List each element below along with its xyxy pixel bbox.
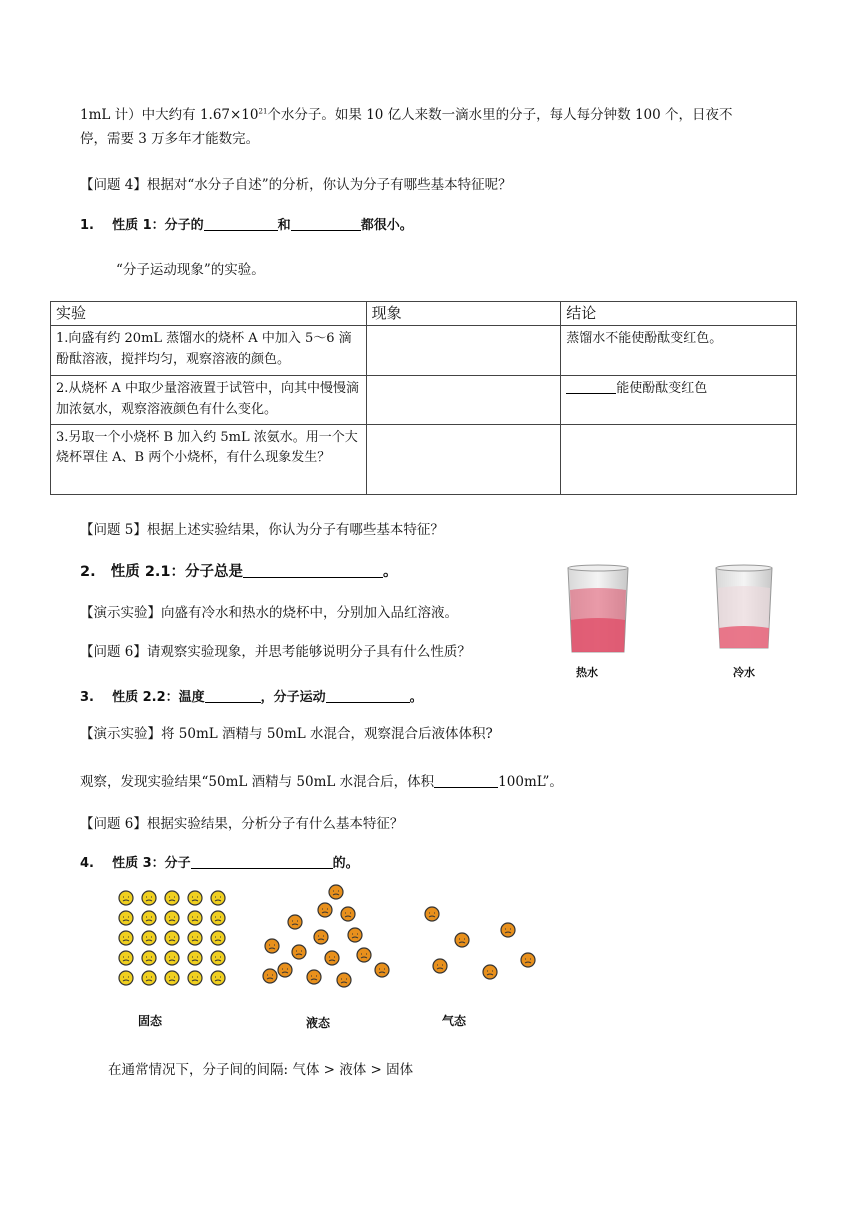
blank-volume[interactable]	[434, 773, 498, 788]
property-2-2: 3. 性质 2.2：温度 ，分子运动 。	[80, 690, 423, 705]
intro-line-1: 1mL 计）中大约有 $1.67\times 10^{21}$个水分子。如果 10 亿人来数一滴水里的分子，每人每分钟数 100 个，日夜不	[80, 107, 733, 123]
header-experiment: 实验	[51, 302, 367, 326]
solid-particle	[188, 931, 202, 945]
conclusion-cell: 能使酚酞变红色	[561, 376, 797, 425]
blank-1a[interactable]	[204, 216, 278, 231]
gas-particle	[455, 933, 469, 947]
hot-water-beaker	[568, 565, 628, 652]
question-6a: 【问题 6】请观察实验现象，并思考能够说明分子具有什么性质？	[80, 644, 471, 660]
gas-label: 气态	[442, 1014, 467, 1028]
demo-1: 【演示实验】向盛有冷水和热水的烧杯中，分别加入品红溶液。	[80, 605, 458, 621]
solid-particle	[165, 911, 179, 925]
solid-label: 固态	[138, 1014, 163, 1028]
liquid-particle	[357, 948, 371, 962]
solid-particle	[119, 931, 133, 945]
question-6b: 【问题 6】根据实验结果，分析分子有什么基本特征？	[80, 816, 404, 832]
phenomenon-cell[interactable]	[366, 326, 561, 376]
solid-particle	[188, 971, 202, 985]
liquid-particle	[337, 973, 351, 987]
liquid-particle	[341, 907, 355, 921]
header-conclusion: 结论	[561, 302, 797, 326]
conclusion-cell: 蒸馏水不能使酚酞变红色。	[561, 326, 797, 376]
solid-particle	[211, 911, 225, 925]
solid-particle	[165, 951, 179, 965]
liquid-particle	[292, 945, 306, 959]
solid-particle	[142, 951, 156, 965]
liquid-particle	[325, 951, 339, 965]
table-row	[51, 424, 797, 494]
liquid-particle	[318, 903, 332, 917]
experiment-title: “分子运动现象”的实验。	[116, 262, 265, 278]
gas-particle	[433, 959, 447, 973]
solid-particle	[142, 931, 156, 945]
property-2-1: 2. 性质 2.1：分子总是 。	[80, 564, 398, 580]
liquid-particle	[288, 915, 302, 929]
liquid-label: 液态	[306, 1016, 331, 1030]
solid-particle	[165, 891, 179, 905]
experiment-cell: 2.从烧杯 A 中取少量溶液置于试管中，向其中慢慢滴加浓氨水，观察溶液颜色有什么变化。	[51, 376, 367, 425]
solid-particle	[119, 951, 133, 965]
observation: 观察，发现实验结果“50mL 酒精与 50mL 水混合后，体积 100mL”。	[80, 774, 563, 790]
liquid-particle	[307, 970, 321, 984]
solid-particle	[211, 971, 225, 985]
liquid-particle	[263, 969, 277, 983]
blank-2-1[interactable]	[243, 563, 383, 578]
solid-particle	[142, 891, 156, 905]
gas-particle	[425, 907, 439, 921]
liquid-particle	[375, 963, 389, 977]
molecule-states-figure	[100, 880, 560, 1000]
solid-particle	[211, 951, 225, 965]
demo-2: 【演示实验】将 50mL 酒精与 50mL 水混合，观察混合后液体体积?	[80, 726, 493, 742]
hot-water-label: 热水	[576, 666, 598, 679]
blank-conclusion[interactable]	[566, 379, 616, 394]
solid-particle	[142, 911, 156, 925]
experiment-table	[50, 301, 797, 495]
gas-particle	[501, 923, 515, 937]
experiment-cell: 1.向盛有约 20mL 蒸馏水的烧杯 A 中加入 5～6 滴酚酞溶液，搅拌均匀，观察溶液的颜色。	[51, 326, 367, 376]
liquid-particle	[278, 963, 292, 977]
table-row	[51, 376, 797, 425]
solid-particle	[165, 931, 179, 945]
experiment-cell: 3.另取一个小烧杯 B 加入约 5mL 浓氨水。用一个大烧杯罩住 A、B 两个小烧杯，有什么现象发生？	[51, 424, 367, 494]
gas-particle	[483, 965, 497, 979]
blank-3[interactable]	[191, 854, 333, 869]
property-3: 4. 性质 3：分子 的。	[80, 856, 359, 871]
solid-particle	[188, 951, 202, 965]
liquid-particle	[348, 928, 362, 942]
gas-particle	[521, 953, 535, 967]
liquid-particle	[314, 930, 328, 944]
solid-particle	[211, 891, 225, 905]
blank-1b[interactable]	[291, 216, 361, 231]
solid-particle	[188, 911, 202, 925]
solid-particle	[119, 911, 133, 925]
table-row	[51, 326, 797, 376]
table-header-row	[51, 302, 797, 326]
header-phenomenon: 现象	[366, 302, 561, 326]
blank-2-2a[interactable]	[205, 688, 261, 703]
solid-particle	[165, 971, 179, 985]
liquid-particle	[329, 885, 343, 899]
property-1: 1. 性质 1：分子的 和 都很小。	[80, 218, 413, 233]
phenomenon-cell[interactable]	[366, 376, 561, 425]
question-5: 【问题 5】根据上述实验结果，你认为分子有哪些基本特征？	[80, 522, 444, 538]
summary: 在通常情况下，分子间的间隔: 气体 > 液体 > 固体	[108, 1062, 414, 1078]
phenomenon-cell[interactable]	[366, 424, 561, 494]
conclusion-cell[interactable]	[561, 424, 797, 494]
blank-2-2b[interactable]	[326, 688, 410, 703]
solid-particle	[211, 931, 225, 945]
solid-particle	[188, 891, 202, 905]
solid-particle	[142, 971, 156, 985]
cold-water-beaker	[716, 565, 772, 648]
cold-water-label: 冷水	[733, 666, 755, 679]
solid-particle	[119, 891, 133, 905]
liquid-particle	[265, 939, 279, 953]
beakers-figure	[556, 560, 786, 660]
question-4: 【问题 4】根据对“水分子自述”的分析，你认为分子有哪些基本特征呢？	[80, 177, 512, 193]
intro-line-2: 停，需要 3 万多年才能数完。	[80, 131, 260, 147]
solid-particle	[119, 971, 133, 985]
